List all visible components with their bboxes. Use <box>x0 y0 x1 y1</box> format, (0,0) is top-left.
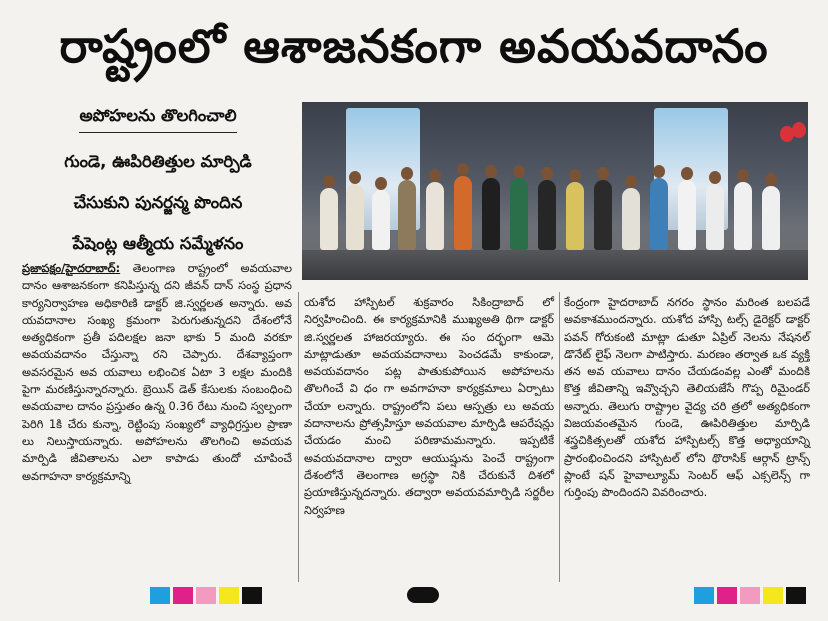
color-swatch <box>173 587 193 604</box>
person <box>372 190 390 250</box>
article-column-2 <box>304 294 554 519</box>
event-photo <box>302 102 808 280</box>
person <box>482 178 500 250</box>
person <box>346 184 364 250</box>
person <box>454 176 472 250</box>
person <box>622 188 640 250</box>
subheadline-line: గుండె, ఊపిరితిత్తుల మార్పిడి <box>64 152 252 172</box>
registration-marks-left <box>150 587 262 604</box>
byline: ప్రజాపక్షం/హైదరాబాద్: <box>22 262 121 275</box>
subheadline-line: అపోహలను తొలగించాలి <box>79 104 236 133</box>
column-text: కేంద్రంగా హైదరాబాద్ నగరం స్థానం మరింత బలపడే అవకాశముందన్నారు. యశోద హాస్పి టల్స్ డైరెక్టర్ డాక్టర్ పవన్ గోరుకంటి మాట్లా డుతూ ఏప్రిల్ నెలను నేషనల్ డొనేట్ లైఫ్ నెలగా పాటిస్తారు. మరణం తర్వాత ఒక వ్యక్తి తన అవ యవాలు దానం చేయడంవల్ల ఎంతో మందికి కొత్త జీవితాన్ని ఇవ్వొచ్చని తెలియజేసే గొప్ప రిమైండర్ అన్నారు. తెలుగు రాష్ట్రాల వైద్య చరి త్రలో అత్యధికంగా విజయవంతమైన గుండె, ఊపిరితిత్తుల మార్పిడి శస్త్రచికిత్సలతో యశోద హాస్పిటల్స్ కొత్త అధ్యాయాన్ని ప్రారంభించిందని హాస్పిటల్ లోని థొరాసిక్ ఆర్గాన్ ట్రాన్స్ ప్లాంటే షన్ హైవాల్యూమ్ సెంటర్ ఆఫ్ ఎక్సలెన్స్ గా గుర్తింపు పొందిందని వివరించారు. <box>564 296 810 500</box>
registration-mark-center <box>407 587 439 603</box>
person <box>398 180 416 250</box>
person <box>762 186 780 250</box>
column-divider <box>559 292 560 582</box>
balloon <box>792 122 806 138</box>
person <box>706 184 724 250</box>
color-swatch <box>717 587 737 604</box>
stage-floor <box>302 250 808 280</box>
color-swatch <box>219 587 239 604</box>
article-column-3 <box>564 294 810 502</box>
subheadline-line: పేషెంట్ల ఆత్మీయ సమ్మేళనం <box>72 233 244 253</box>
person <box>594 180 612 250</box>
subheadline-box <box>22 96 294 264</box>
registration-marks-right <box>694 587 806 604</box>
column-divider <box>298 292 299 582</box>
color-swatch <box>196 587 216 604</box>
article-column-1 <box>22 260 292 485</box>
color-swatch <box>242 587 262 604</box>
person <box>678 180 696 250</box>
color-swatch <box>763 587 783 604</box>
person <box>510 178 528 250</box>
color-swatch <box>786 587 806 604</box>
column-text: తెలంగాణ రాష్ట్రంలో అవయవాల దానం ఆశాజనకంగా కనిపిస్తున్న దని జీవన్ దాన్ సంస్థ ప్రధాన కార్యనిర్వాహణ అధికారిణి డాక్టర్ జి.స్వర్ణలత అన్నారు. అవ యవదానాల సంఖ్య క్రమంగా పెరుగుతున్నదని దేశంలోనే అత్యధికంగా ప్రతీ పదిలక్షల జనా భాకు 5 మంది వరకూ అవయవదానం చేస్తున్నా రని చెప్పారు. దేశవ్యాప్తంగా అవసరమైన అవ యవాలు లభించిక ఏటా 3 లక్షల మందికి పైగా మరణిస్తున్నారన్నారు. బ్రెయిన్ డెత్ కేసులకు సంబంధించి అవయవాల దానం ప్రస్తుతం ఉన్న 0.36 రేటు నుంచి స్వల్పంగా పెరిగి 1కి చేరు కున్నా, రెట్టింపు సంఖ్యలో వ్యాధిగ్రస్తుల ప్రాణా లు నిలుస్తాయన్నారు. అపోహలను తొలగించి అవయవ మార్పిడి జీవితాలను ఎలా కాపాడు తుందో చూపించే అవగాహనా కార్యక్రమాన్ని <box>22 262 293 483</box>
subheadline-line: చేసుకుని పునర్జన్మ పొందిన <box>73 192 243 212</box>
color-swatch <box>740 587 760 604</box>
person <box>734 182 752 250</box>
person <box>426 182 444 250</box>
column-text: యశోద హాస్పిటల్ శుక్రవారం సికింద్రాబాద్ లో నిర్వహించింది. ఈ కార్యక్రమానికి ముఖ్యఅతి థిగా డాక్టర్ జి.స్వర్ణలత హాజరయ్యారు. ఈ సం దర్భంగా ఆమె మాట్లాడుతూ అవయవదానాలు పెంచడమే కాకుండా, అవయవదానం పట్ల పాతుకుపోయిన అపోహలను తొలగించే వి ధం గా అవగాహనా కార్యక్రమాలు ఏర్పాటు చేయా లన్నారు. రాష్ట్రంలోని పలు ఆస్పత్రు లు అవయ వదానాలను ప్రోత్సహిస్తూ అవయవాల మార్పిడి ఆపరేషన్లు చేయడం మంచి పరిణామమన్నారు. ఇప్పటికే అవయవదానాల ద్వారా ఆయుష్షును పెంచే రాష్ట్రంగా దేశంలోనే తెలంగాణ అగ్రస్థా నికి చేరుకునే దిశలో ప్రయాణిస్తున్నదన్నారు. తద్వారా అవయవమార్పిడి సర్జరీల నిర్వహణ <box>304 296 554 517</box>
person <box>566 182 584 250</box>
person <box>320 188 338 250</box>
color-swatch <box>694 587 714 604</box>
person <box>538 180 556 250</box>
color-swatch <box>150 587 170 604</box>
person <box>650 178 668 250</box>
headline: రాష్ట్రంలో ఆశాజనకంగా అవయవదానం <box>59 19 769 73</box>
